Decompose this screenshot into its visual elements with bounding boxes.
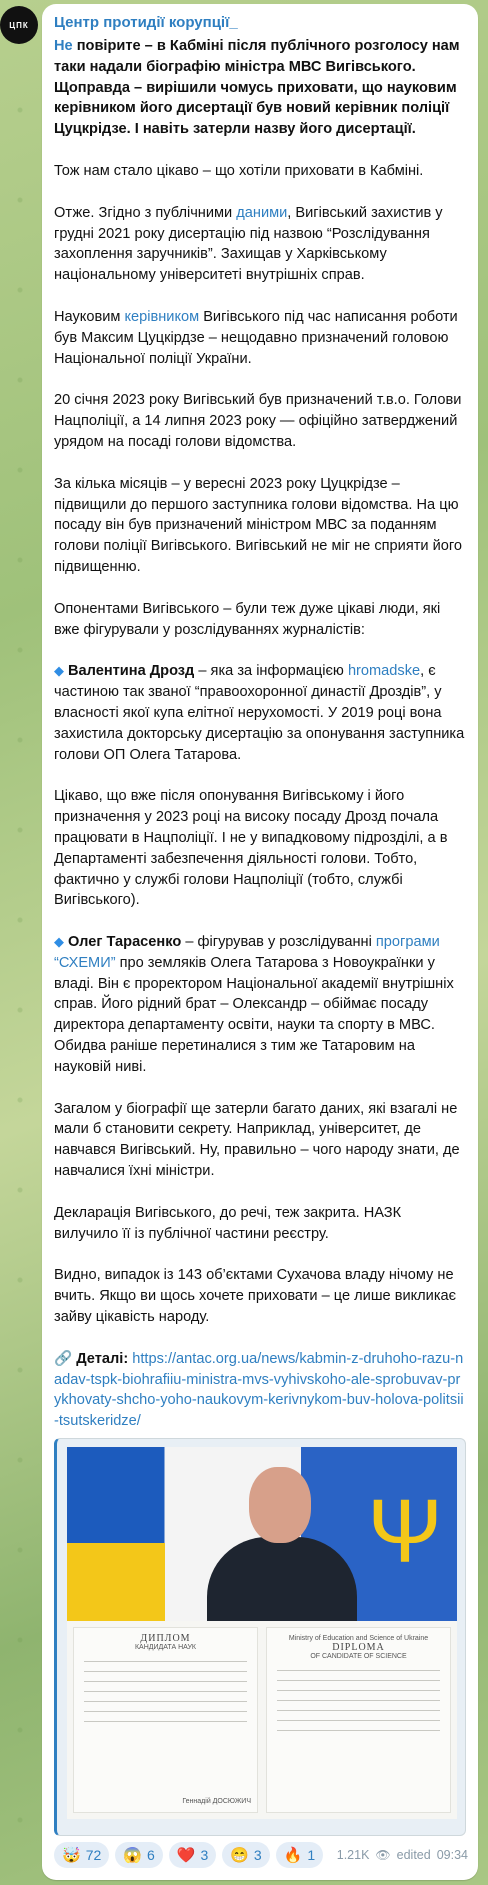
schemes-link[interactable]: програми “СХЕМИ” xyxy=(54,934,440,971)
ukraine-flag-stripe xyxy=(67,1543,165,1621)
diploma-right-page xyxy=(266,1627,451,1813)
avatar-text: ЦПК xyxy=(9,20,29,30)
reaction-heart[interactable] xyxy=(169,1842,216,1868)
text-span: , є частиною так званої “правоохоронної династії Дроздів”, у власності якої купа елітної нерухомості. У 2019 році вона захистила докторську дисертацію за опонування заступника голови ОП Олега Татарова. xyxy=(54,663,465,763)
link-preview-image[interactable] xyxy=(54,1438,466,1836)
person-name: Олег Тарасенко xyxy=(68,934,182,951)
diploma-signature: Геннадій ДОСЮЖИЧ xyxy=(182,1798,251,1806)
reaction-count: 3 xyxy=(253,1847,262,1863)
paragraph-10 xyxy=(54,932,466,1078)
post-text xyxy=(54,36,466,1432)
divider xyxy=(277,1730,440,1731)
diploma-left-page xyxy=(73,1627,258,1813)
paragraph-3 xyxy=(54,203,466,286)
hromadske-link[interactable]: hromadske xyxy=(347,663,421,680)
divider xyxy=(277,1670,440,1671)
text-span: – фігурував у розслідуванні xyxy=(181,934,376,951)
paragraph-13: Видно, випадок із 143 об’єктами Сухачова владу нічому не вчить. Якщо ви щось хочете приховати – це лише викликає зайву цікавість народу. xyxy=(54,1267,457,1326)
divider xyxy=(84,1711,247,1712)
reaction-count: 3 xyxy=(200,1847,209,1863)
supervisor-link[interactable]: керівником xyxy=(124,308,200,325)
head-shape xyxy=(249,1467,311,1543)
reaction-fire[interactable] xyxy=(276,1842,323,1868)
divider xyxy=(84,1701,247,1702)
reactions-bar xyxy=(54,1842,323,1868)
reaction-exploding-head[interactable] xyxy=(54,1842,109,1868)
diploma-left-sub: КАНДИДАТА НАУК xyxy=(134,1644,197,1652)
paragraph-2: Тож нам стало цікаво – що хотіли приховати в Кабміні. xyxy=(54,162,424,179)
text-span: – яка за інформацією xyxy=(194,663,348,680)
paragraph-8 xyxy=(54,661,466,765)
exploding-head-icon: 🤯 xyxy=(62,1847,81,1864)
heart-icon: ❤️ xyxy=(176,1847,196,1864)
intro-link[interactable]: Не xyxy=(54,38,73,54)
reaction-count: 6 xyxy=(146,1847,155,1863)
divider xyxy=(277,1700,440,1701)
channel-avatar[interactable] xyxy=(0,6,38,44)
details-url[interactable]: https://antac.org.ua/news/kabmin-z-druhoho-razu-nadav-tspk-biohrafiiu-ministra-mvs-vyhivskoho-ale-sprobuvav-prykhovaty-shcho-yoho-naukovym-kerivnykom-buv-holova-politsii-tsutskeridze/ xyxy=(54,1350,464,1430)
paragraph-details xyxy=(54,1349,466,1432)
text-span: Науковим xyxy=(54,308,125,325)
paragraph-9: Цікаво, що вже після опонування Вигівському і його призначення у 2023 році на високу посаду Дрозд почала працювати в Нацполіції. І не у випадковому підрозділі, а в Департаменті забезпечення діяльності голови. Тобто, фактично у службі голови Нацполіції (тобто, службі Вигівського). xyxy=(54,788,448,909)
reaction-scream[interactable] xyxy=(115,1842,162,1868)
reaction-grin[interactable] xyxy=(222,1842,269,1868)
text-span: Отже. Згідно з публічними xyxy=(54,204,237,221)
diploma-right-title: DIPLOMA xyxy=(332,1642,385,1654)
divider xyxy=(84,1671,247,1672)
paragraph-intro xyxy=(54,36,466,140)
edited-label: edited xyxy=(396,1848,431,1862)
diploma-scan xyxy=(67,1621,457,1819)
person-figure xyxy=(207,1457,357,1621)
channel-name[interactable]: Центр протидії корупції_ xyxy=(54,14,238,31)
text-span: Вигівського під час написання роботи був Максим Цуцкірдзе – нещодавно призначений головою Національної поліції України. xyxy=(54,308,458,367)
blue-diamond-icon: ◆ xyxy=(54,663,64,679)
divider xyxy=(84,1721,247,1722)
paragraph-7: Опонентами Вигівського – були теж дуже цікаві люди, які вже фігурували у розслідуваннях журналістів: xyxy=(54,600,441,638)
blue-diamond-icon: ◆ xyxy=(54,934,64,950)
diploma-right-top: Ministry of Education and Science of Ukraine xyxy=(288,1635,429,1643)
uniform-shape xyxy=(207,1537,357,1621)
text-span: про земляків Олега Татарова з Новоукраїнки у владі. Він є проректором Національної академії внутрішніх справ. Його рідний брат – Олександр – обіймає посаду директора департаменту освіти, науки та спорту в МВС. Обидва раніше перетиналися з тим же Татаровим на науковій ниві. xyxy=(54,954,454,1075)
diploma-right-sub: OF CANDIDATE OF SCIENCE xyxy=(310,1653,407,1661)
divider xyxy=(277,1690,440,1691)
reaction-count: 72 xyxy=(85,1847,102,1863)
message-bubble xyxy=(42,4,478,1880)
view-count: 1.21K xyxy=(336,1848,370,1862)
data-link[interactable]: даними xyxy=(236,204,288,221)
divider xyxy=(84,1681,247,1682)
paragraph-11: Загалом у біографії ще затерли багато даних, які взагалі не мали б становити секрету. Наприклад, університет, де навчався Вигівський. Ну, правильно – чого народу знати, де навчалися їхні міністри. xyxy=(54,1100,460,1180)
fire-icon: 🔥 xyxy=(283,1847,303,1864)
person-name: Валентина Дрозд xyxy=(68,663,195,680)
reaction-count: 1 xyxy=(307,1847,316,1863)
scream-icon: 😱 xyxy=(123,1847,142,1864)
paragraph-6: За кілька місяців – у вересні 2023 року Цуцкрідзе – підвищили до першого заступника голови відомства. На цю посаду він був призначений міністром МВС за поданням голови поліції Вигівського. Вигівський не міг не сприяти його підвищенню. xyxy=(54,475,462,575)
message-meta xyxy=(337,1848,468,1862)
divider xyxy=(84,1691,247,1692)
details-label: Деталі: xyxy=(76,1350,129,1367)
eye-icon: 👁 xyxy=(375,1848,391,1862)
paragraph-4 xyxy=(54,307,466,369)
text-span: , Вигівський захистив у грудні 2021 року дисертацію під назвою “Розслідування захоплення заручників”. Захищав у Харківському національному університеті внутрішніх справ. xyxy=(54,204,443,284)
paragraph-5: 20 січня 2023 року Вигівський був призначений т.в.о. Голови Нацполіції, а 14 липня 2023 року — офіційно затверджений урядом на посаді голови відомства. xyxy=(54,392,462,450)
link-icon: 🔗 xyxy=(54,1350,73,1367)
paragraph-12: Декларація Вигівського, до речі, теж закрита. НАЗК вилучило її із публічної частини реєстру. xyxy=(54,1204,402,1242)
trident-icon: Ψ xyxy=(367,1482,443,1583)
divider xyxy=(84,1661,247,1662)
message-time: 09:34 xyxy=(436,1848,468,1862)
divider xyxy=(277,1680,440,1681)
intro-text: повірите – в Кабміні після публічного розголосу нам таки надали біографію міністра МВС Вигівського. Щоправда – вирішили чомусь приховати, що науковим керівником його дисертації був новий керівник поліції Цуцкрідзе. І навіть затерли назву його дисертації. xyxy=(54,38,460,138)
diploma-left-title: ДИПЛОМ xyxy=(140,1633,191,1645)
portrait-photo xyxy=(67,1447,457,1621)
divider xyxy=(277,1710,440,1711)
grin-icon: 😁 xyxy=(230,1847,249,1864)
divider xyxy=(277,1720,440,1721)
